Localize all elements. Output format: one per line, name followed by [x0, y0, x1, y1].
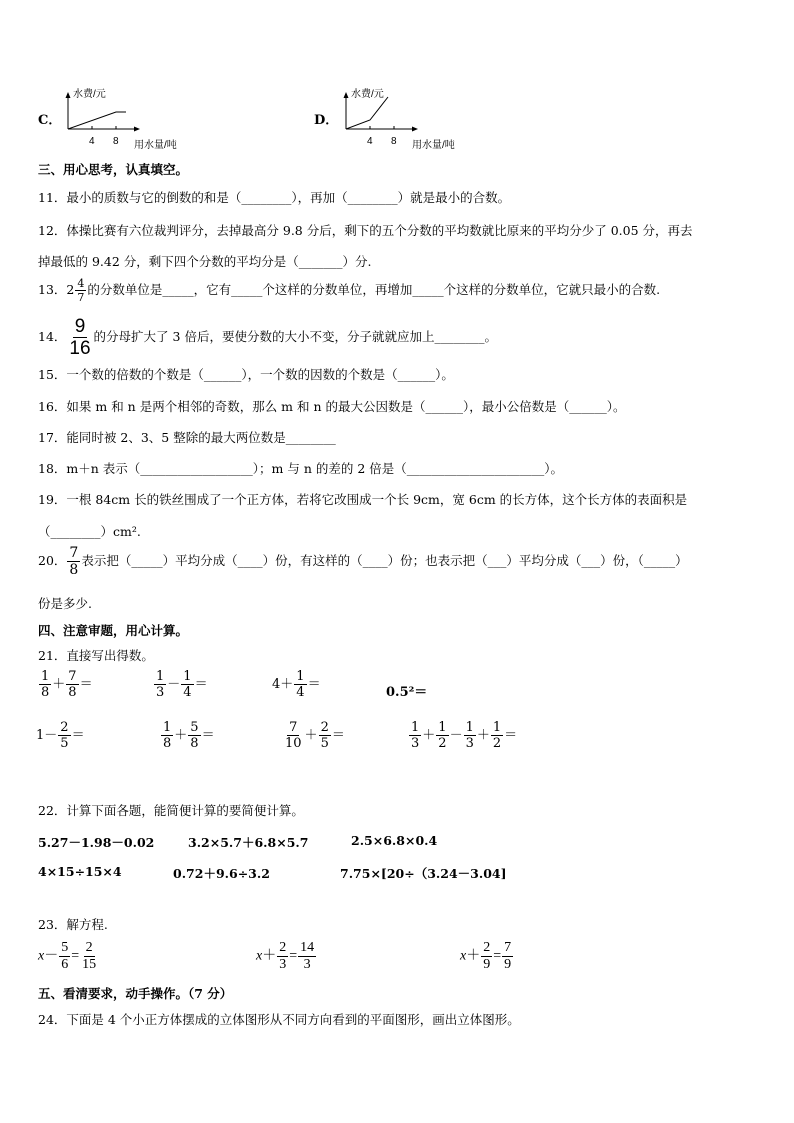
- option-d-chart: [338, 92, 418, 137]
- numerator: 4: [77, 277, 85, 290]
- section-5-heading: 五、看清要求，动手操作。（7 分）: [38, 986, 233, 1001]
- question-14-number: 14．: [38, 329, 67, 344]
- equals: =: [493, 948, 502, 964]
- question-19-line-2: （________）cm².: [38, 524, 141, 539]
- calc-22-3: 2.5×6.8×0.4: [351, 833, 438, 848]
- fraction: $\frac{1}{8}$: [163, 720, 172, 751]
- calc-21-1: [38, 670, 93, 699]
- question-18: 18．m＋n 表示（__________________）；m 与 n 的差的 2 倍是（______________________）。: [38, 461, 564, 476]
- fraction: $\frac{1}{3}$: [411, 720, 420, 751]
- option-d-tick-8: 8: [391, 136, 397, 147]
- question-22: 22．计算下面各题，能简便计算的要简便计算。: [38, 803, 304, 818]
- fraction: $\frac{1}{4}$: [183, 669, 192, 700]
- fraction: $\frac{7}{8}$: [68, 669, 77, 700]
- question-15: 15．一个数的倍数的个数是（______），一个数的因数的个数是（______）。: [38, 367, 454, 382]
- operator: －: [449, 728, 463, 743]
- question-20: [38, 546, 688, 577]
- denominator: 7: [77, 291, 85, 304]
- calc-22-4: 4×15÷15×4: [38, 864, 122, 879]
- fraction: [75, 278, 86, 303]
- operator: －: [44, 948, 59, 964]
- question-14-text: 的分母扩大了 3 倍后，要使分数的大小不变，分子就就应加上________。: [93, 329, 497, 344]
- fraction: $\frac{1}{2}$: [492, 720, 502, 751]
- operator: ＋: [262, 948, 277, 964]
- calc-21-7: [282, 721, 345, 750]
- denominator: 8: [69, 562, 79, 578]
- fraction: $\frac{2}{9}$: [483, 940, 491, 972]
- operator: ＋: [174, 728, 188, 743]
- numerator: 9: [74, 316, 86, 337]
- option-c-tick-4: 4: [89, 136, 95, 147]
- fraction: $\frac{2}{3}$: [279, 940, 287, 972]
- question-20-line-2: 份是多少.: [38, 596, 92, 611]
- operator: ＋: [466, 948, 481, 964]
- variable: x: [38, 948, 45, 964]
- fraction: [67, 317, 92, 358]
- equals: ＝: [504, 728, 518, 743]
- calc-22-6: 7.75×[20÷（3.24－3.04]: [340, 866, 507, 881]
- mixed-number-whole: 2: [66, 282, 75, 297]
- question-13-text: 的分数单位是_____，它有_____个这样的分数单位，再增加_____个这样的分数单位，它就只最小的合数.: [87, 282, 661, 297]
- option-c-label: C．: [38, 113, 62, 128]
- equation-1: [38, 941, 99, 972]
- option-d-label: D．: [314, 113, 339, 128]
- equals: ＝: [307, 677, 321, 692]
- question-24: 24．下面是 4 个小正方体摆成的立体图形从不同方向看到的平面图形，画出立体图形。: [38, 1012, 520, 1027]
- question-13: [38, 278, 660, 303]
- variable: x: [256, 948, 263, 964]
- question-14: [38, 317, 497, 358]
- calc-21-8: [408, 721, 517, 750]
- prefix: 1－: [36, 728, 58, 743]
- equals: ＝: [194, 677, 208, 692]
- fraction: [67, 546, 80, 577]
- option-c-tick-8: 8: [113, 136, 119, 147]
- denominator: 16: [69, 338, 91, 359]
- fraction: $\frac{2}{5}$: [60, 720, 69, 751]
- option-d-tick-4: 4: [367, 136, 373, 147]
- equals: ＝: [71, 728, 85, 743]
- fraction: $\frac{2}{15}$: [82, 940, 97, 972]
- fraction: $\frac{1}{8}$: [41, 669, 50, 700]
- equation-3: [460, 941, 514, 972]
- fraction: $\frac{2}{5}$: [320, 720, 329, 751]
- operator: －: [167, 677, 181, 692]
- option-c-ylabel: 水费/元: [73, 89, 106, 100]
- equals: =: [289, 948, 298, 964]
- equals: =: [71, 948, 80, 964]
- question-16: 16．如果 m 和 n 是两个相邻的奇数，那么 m 和 n 的最大公因数是（______），最小公倍数是（______）。: [38, 399, 626, 414]
- question-21: 21．直接写出得数。: [38, 648, 154, 663]
- fraction: $\frac{7}{10}$: [285, 720, 302, 751]
- option-c-chart: [60, 92, 140, 137]
- prefix: 4＋: [272, 677, 294, 692]
- calc-21-4: 0.5²＝: [386, 685, 428, 700]
- section-4-heading: 四、注意审题，用心计算。: [38, 623, 189, 638]
- calc-21-5: [36, 721, 85, 750]
- operator: ＋: [422, 728, 436, 743]
- question-13-number: 13．: [38, 282, 67, 297]
- question-12-line-2: 掉最低的 9.42 分，剩下四个分数的平均分是（_______）分.: [38, 254, 372, 269]
- option-c-xlabel: 用水量/吨: [134, 140, 177, 151]
- equals: ＝: [201, 728, 215, 743]
- question-20-number: 20．: [38, 553, 67, 568]
- operator: ＋: [52, 677, 66, 692]
- calc-21-2: [153, 670, 208, 699]
- question-12-line-1: 12．体操比赛有六位裁判评分，去掉最高分 9.8 分后，剩下的五个分数的平均数就比原来的平均分少了 0.05 分，再去: [38, 223, 693, 238]
- fraction: $\frac{1}{2}$: [438, 720, 447, 751]
- option-d-xlabel: 用水量/吨: [412, 140, 455, 151]
- numerator: 7: [69, 545, 79, 561]
- calc-21-6: [160, 721, 215, 750]
- fraction: $\frac{7}{9}$: [504, 940, 512, 972]
- calc-22-1: 5.27－1.98－0.02: [38, 835, 155, 850]
- question-20-text: 表示把（_____）平均分成（____）份，有这样的（____）份；也表示把（___）平均分成（___）份，（_____）: [81, 553, 688, 568]
- variable: x: [460, 948, 467, 964]
- calc-22-2: 3.2×5.7＋6.8×5.7: [188, 835, 309, 850]
- question-11: 11．最小的质数与它的倒数的和是（________），再加（________）就是最小的合数。: [38, 190, 511, 205]
- fraction: $\frac{1}{3}$: [156, 669, 165, 700]
- option-d-ylabel: 水费/元: [351, 89, 384, 100]
- question-19-line-1: 19．一根 84cm 长的铁丝围成了一个正方体，若将它改围成一个长 9cm，宽 6cm 的长方体，这个长方体的表面积是: [38, 492, 688, 507]
- operator: ＋: [304, 728, 318, 743]
- calc-21-3: [272, 670, 321, 699]
- equals: ＝: [331, 728, 345, 743]
- fraction: $\frac{5}{8}$: [190, 720, 199, 751]
- question-17: 17．能同时被 2、3、5 整除的最大两位数是________: [38, 430, 336, 445]
- question-23: 23．解方程.: [38, 917, 108, 932]
- fraction: $\frac{1}{4}$: [296, 669, 305, 700]
- section-3-heading: 三、用心思考，认真填空。: [38, 162, 189, 177]
- operator: ＋: [476, 728, 490, 743]
- fraction: $\frac{1}{3}$: [465, 720, 474, 751]
- fraction: $\frac{14}{3}$: [300, 940, 315, 972]
- calc-22-5: 0.72＋9.6÷3.2: [173, 866, 270, 881]
- fraction: $\frac{5}{6}$: [61, 940, 69, 972]
- equals: ＝: [79, 677, 93, 692]
- equation-2: [256, 941, 317, 972]
